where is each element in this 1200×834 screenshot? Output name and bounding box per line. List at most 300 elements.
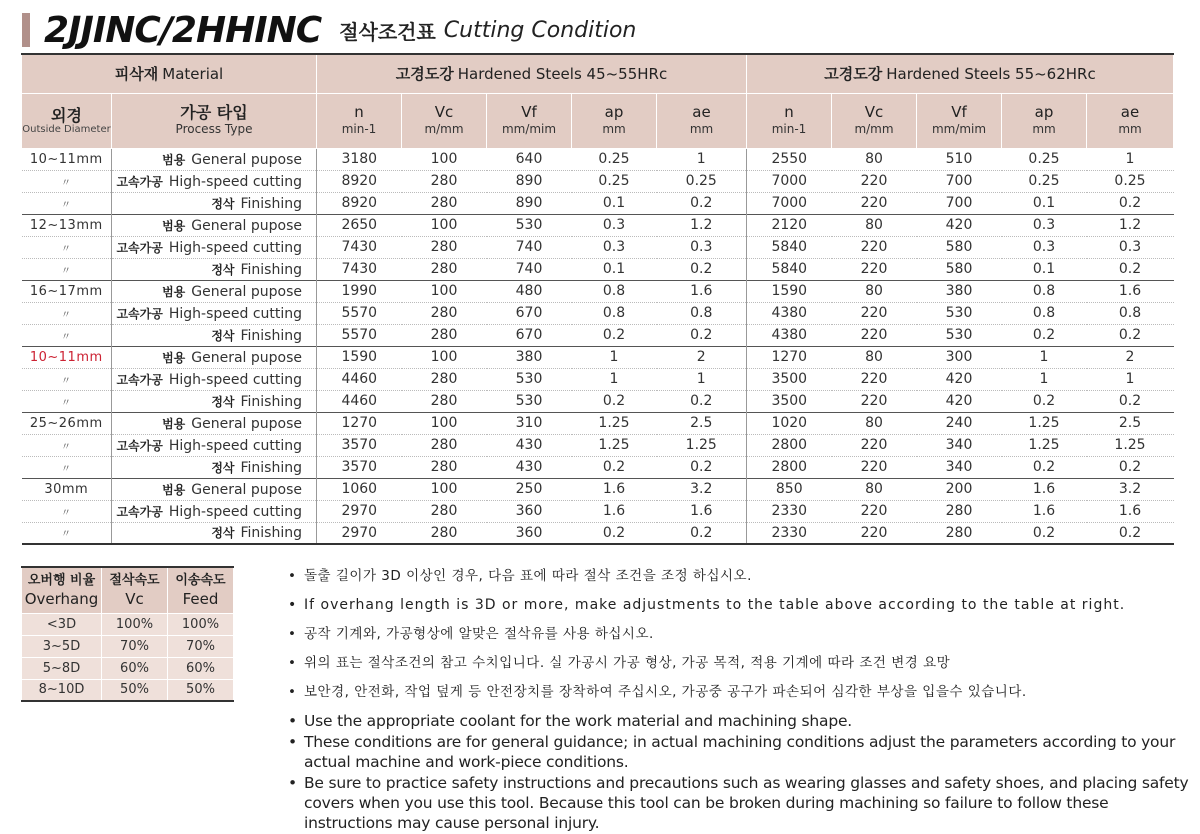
col-header-columns-2	[487, 93, 572, 148]
value-cell: 0.2	[1087, 456, 1174, 478]
value-cell: 530	[487, 390, 572, 412]
col-header-columns-4	[657, 93, 747, 148]
value-cell: 530	[487, 214, 572, 236]
value-cell: 1.6	[1002, 500, 1087, 522]
value-cell: 80	[832, 412, 917, 434]
col-header-columns2-2	[917, 93, 1002, 148]
table-row	[22, 236, 1174, 258]
overhang-cell: <3D	[22, 613, 102, 635]
col-name: ae	[692, 102, 711, 121]
process-type-english: High-speed cutting	[168, 173, 303, 190]
col-header-columns2-4	[1087, 93, 1174, 148]
value-cell: 740	[487, 258, 572, 280]
value-cell: 1.6	[657, 280, 747, 302]
process-type-english: Finishing	[240, 525, 303, 542]
value-cell: 220	[832, 368, 917, 390]
value-cell: 1	[657, 368, 747, 390]
value-cell: 850	[747, 478, 832, 500]
process-type-korean: 정삭	[211, 196, 235, 211]
value-cell: 3500	[747, 390, 832, 412]
overhang-cell: 3~5D	[22, 635, 102, 657]
value-cell: 1	[1002, 346, 1087, 368]
value-cell: 0.25	[1087, 170, 1174, 192]
value-cell: 890	[487, 170, 572, 192]
value-cell: 430	[487, 456, 572, 478]
group1-header: 고경도강 Hardened Steels 45~55HRc	[317, 54, 747, 93]
diameter-cell: 〃	[22, 368, 112, 390]
col-name: ap	[604, 102, 624, 121]
value-cell: 7430	[317, 258, 402, 280]
diameter-cell: 12~13mm	[22, 214, 112, 236]
diameter-cell: 〃	[22, 170, 112, 192]
value-cell: 0.2	[657, 192, 747, 214]
process-type-cell	[112, 522, 317, 544]
diameter-cell: 10~11mm	[22, 346, 112, 368]
value-cell: 220	[832, 236, 917, 258]
value-cell: 3500	[747, 368, 832, 390]
value-cell: 3570	[317, 456, 402, 478]
value-cell: 7430	[317, 236, 402, 258]
process-type-cell	[112, 500, 317, 522]
table-row	[22, 148, 1174, 170]
process-type-korean: 고속가공	[116, 306, 163, 321]
table-row	[22, 434, 1174, 456]
value-cell: 1270	[317, 412, 402, 434]
col-unit: mm	[602, 121, 626, 136]
value-cell: 1020	[747, 412, 832, 434]
value-cell: 5840	[747, 236, 832, 258]
value-cell: 0.8	[1002, 302, 1087, 324]
value-cell: 0.2	[1002, 390, 1087, 412]
col-header-columns-0	[317, 93, 402, 148]
note-item: • 보안경, 안전화, 작업 덮게 등 안전장치를 장착하여 주십시오, 가공중 공구가 파손되어 심각한 부상을 입을수 있습니다.	[284, 682, 1189, 702]
value-cell: 0.8	[572, 302, 657, 324]
note-item: • These conditions are for general guidance; in actual machining conditions adjust the parameters according to your actual machine and work-piece conditions.	[284, 732, 1189, 772]
value-cell: 280	[402, 434, 487, 456]
title-english: Cutting Condition	[443, 17, 637, 43]
overhang-row	[22, 613, 234, 635]
value-cell: 280	[402, 258, 487, 280]
value-cell: 1.25	[1002, 412, 1087, 434]
value-cell: 80	[832, 148, 917, 170]
page-title	[22, 8, 636, 52]
value-cell: 100	[402, 280, 487, 302]
value-cell: 420	[917, 214, 1002, 236]
value-cell: 2970	[317, 522, 402, 544]
value-cell: 280	[402, 368, 487, 390]
table-row	[22, 500, 1174, 522]
value-cell: 2	[1087, 346, 1174, 368]
value-cell: 0.2	[657, 324, 747, 346]
value-cell: 580	[917, 236, 1002, 258]
process-type-cell	[112, 456, 317, 478]
col-header-columns2-3	[1002, 93, 1087, 148]
value-cell: 240	[917, 412, 1002, 434]
value-cell: 8920	[317, 170, 402, 192]
value-cell: 80	[832, 214, 917, 236]
value-cell: 580	[917, 258, 1002, 280]
process-type-korean: 범용	[162, 482, 186, 497]
value-cell: 1.25	[572, 412, 657, 434]
value-cell: 100	[402, 346, 487, 368]
value-cell: 220	[832, 522, 917, 544]
process-type-cell	[112, 324, 317, 346]
value-cell: 420	[917, 390, 1002, 412]
process-type-korean: 고속가공	[116, 438, 163, 453]
value-cell: 0.2	[657, 390, 747, 412]
value-cell: 280	[402, 390, 487, 412]
value-cell: 5570	[317, 302, 402, 324]
value-cell: 670	[487, 302, 572, 324]
value-cell: 0.3	[1087, 236, 1174, 258]
value-cell: 360	[487, 522, 572, 544]
value-cell: 0.2	[1002, 522, 1087, 544]
value-cell: 0.1	[572, 192, 657, 214]
value-cell: 480	[487, 280, 572, 302]
overhang-cell: 100%	[102, 613, 168, 635]
value-cell: 0.3	[572, 236, 657, 258]
value-cell: 2800	[747, 456, 832, 478]
note-item: • 공작 기계와, 가공형상에 알맞은 절삭유를 사용 하십시오.	[284, 624, 1189, 644]
value-cell: 220	[832, 258, 917, 280]
process-type-cell	[112, 434, 317, 456]
col-unit: mm/mim	[501, 121, 557, 136]
value-cell: 5570	[317, 324, 402, 346]
col-header-columns2-0	[747, 93, 832, 148]
table-row	[22, 214, 1174, 236]
value-cell: 0.3	[1002, 214, 1087, 236]
process-type-english: Finishing	[240, 327, 303, 344]
process-type-cell	[112, 302, 317, 324]
group2-header: 고경도강 Hardened Steels 55~62HRc	[747, 54, 1174, 93]
overhang-cell: 70%	[102, 635, 168, 657]
value-cell: 0.3	[657, 236, 747, 258]
table-row	[22, 302, 1174, 324]
value-cell: 0.2	[657, 258, 747, 280]
value-cell: 640	[487, 148, 572, 170]
value-cell: 2120	[747, 214, 832, 236]
col-name: Vc	[864, 102, 884, 121]
value-cell: 4460	[317, 368, 402, 390]
process-type-korean: 범용	[162, 218, 186, 233]
value-cell: 380	[487, 346, 572, 368]
col-name: n	[784, 102, 794, 121]
process-type-cell	[112, 258, 317, 280]
process-type-english: High-speed cutting	[168, 503, 303, 520]
process-type-korean: 고속가공	[116, 240, 163, 255]
process-type-cell	[112, 148, 317, 170]
diameter-cell: 〃	[22, 434, 112, 456]
col-header-columns2-1	[832, 93, 917, 148]
diameter-header: 외경 Outside Diameter	[22, 93, 112, 148]
value-cell: 0.25	[657, 170, 747, 192]
overhang-cell: 50%	[102, 679, 168, 701]
value-cell: 0.1	[1002, 192, 1087, 214]
value-cell: 1	[1087, 368, 1174, 390]
value-cell: 890	[487, 192, 572, 214]
overhang-cell: 60%	[168, 657, 234, 679]
col-name: Vf	[521, 102, 537, 121]
diameter-cell: 〃	[22, 302, 112, 324]
col-name: Vc	[434, 102, 454, 121]
value-cell: 700	[917, 170, 1002, 192]
value-cell: 280	[917, 522, 1002, 544]
value-cell: 2.5	[1087, 412, 1174, 434]
value-cell: 220	[832, 456, 917, 478]
value-cell: 0.8	[572, 280, 657, 302]
value-cell: 1	[572, 346, 657, 368]
process-type-korean: 정삭	[211, 526, 235, 541]
value-cell: 4380	[747, 324, 832, 346]
value-cell: 1270	[747, 346, 832, 368]
process-type-cell	[112, 192, 317, 214]
process-type-korean: 고속가공	[116, 174, 163, 189]
value-cell: 0.3	[1002, 236, 1087, 258]
table-row	[22, 478, 1174, 500]
process-type-cell	[112, 236, 317, 258]
table-row	[22, 346, 1174, 368]
process-type-english: Finishing	[240, 459, 303, 476]
value-cell: 530	[917, 324, 1002, 346]
process-type-english: High-speed cutting	[168, 305, 303, 322]
overhang-row	[22, 679, 234, 701]
process-type-english: General pupose	[191, 283, 303, 300]
value-cell: 3570	[317, 434, 402, 456]
value-cell: 4460	[317, 390, 402, 412]
process-type-english: Finishing	[240, 393, 303, 410]
value-cell: 0.2	[1087, 192, 1174, 214]
value-cell: 2650	[317, 214, 402, 236]
process-type-cell	[112, 170, 317, 192]
diameter-cell: 〃	[22, 192, 112, 214]
value-cell: 250	[487, 478, 572, 500]
overhang-header: 오버행 비율 Overhang	[22, 567, 102, 613]
cutting-condition-table	[21, 53, 1174, 545]
title-accent-bar	[22, 13, 30, 47]
value-cell: 100	[402, 148, 487, 170]
col-unit: m/mm	[424, 121, 464, 136]
vc-header: 절삭속도 Vc	[102, 567, 168, 613]
value-cell: 80	[832, 478, 917, 500]
value-cell: 280	[402, 192, 487, 214]
value-cell: 1	[1002, 368, 1087, 390]
value-cell: 280	[402, 324, 487, 346]
value-cell: 4380	[747, 302, 832, 324]
value-cell: 8920	[317, 192, 402, 214]
value-cell: 340	[917, 434, 1002, 456]
process-type-korean: 범용	[162, 350, 186, 365]
table-row	[22, 170, 1174, 192]
value-cell: 740	[487, 236, 572, 258]
value-cell: 0.25	[572, 170, 657, 192]
table-row	[22, 258, 1174, 280]
col-header-columns-1	[402, 93, 487, 148]
value-cell: 380	[917, 280, 1002, 302]
value-cell: 0.25	[572, 148, 657, 170]
process-type-cell	[112, 368, 317, 390]
process-type-korean: 정삭	[211, 394, 235, 409]
value-cell: 1060	[317, 478, 402, 500]
table-row	[22, 412, 1174, 434]
col-name: n	[354, 102, 364, 121]
col-unit: mm	[689, 121, 714, 136]
value-cell: 1.2	[1087, 214, 1174, 236]
process-type-english: General pupose	[191, 151, 303, 168]
table-row	[22, 280, 1174, 302]
value-cell: 2	[657, 346, 747, 368]
title-main: 2JJINC/2HHINC	[44, 9, 322, 51]
value-cell: 220	[832, 170, 917, 192]
process-type-korean: 고속가공	[116, 372, 163, 387]
value-cell: 1.6	[572, 478, 657, 500]
title-korean: 절삭조건표	[339, 19, 436, 44]
value-cell: 1.2	[657, 214, 747, 236]
value-cell: 0.2	[572, 390, 657, 412]
diameter-cell: 〃	[22, 500, 112, 522]
value-cell: 2330	[747, 500, 832, 522]
col-unit: m/mm	[854, 121, 894, 136]
value-cell: 0.2	[572, 456, 657, 478]
value-cell: 530	[487, 368, 572, 390]
table-row	[22, 522, 1174, 544]
diameter-cell: 〃	[22, 258, 112, 280]
diameter-cell: 〃	[22, 390, 112, 412]
process-type-cell	[112, 412, 317, 434]
notes-list	[284, 566, 1189, 834]
process-type-english: General pupose	[191, 349, 303, 366]
value-cell: 530	[917, 302, 1002, 324]
value-cell: 2.5	[657, 412, 747, 434]
note-item: • Be sure to practice safety instructions and precautions such as wearing glasses and safety shoes, and placing safety covers when you use this tool. Because this tool can be broken during machining so failure to follow these instructions may cause personal injury.	[284, 773, 1189, 833]
value-cell: 420	[917, 368, 1002, 390]
value-cell: 0.2	[1087, 522, 1174, 544]
value-cell: 280	[402, 236, 487, 258]
value-cell: 80	[832, 280, 917, 302]
col-header-columns-3	[572, 93, 657, 148]
value-cell: 0.2	[572, 324, 657, 346]
value-cell: 0.8	[1087, 302, 1174, 324]
value-cell: 5840	[747, 258, 832, 280]
value-cell: 280	[402, 170, 487, 192]
value-cell: 100	[402, 214, 487, 236]
value-cell: 100	[402, 412, 487, 434]
col-unit: min-1	[341, 121, 377, 136]
value-cell: 0.8	[1002, 280, 1087, 302]
value-cell: 0.8	[657, 302, 747, 324]
diameter-cell: 〃	[22, 456, 112, 478]
process-type-korean: 정삭	[211, 262, 235, 277]
diameter-cell: 10~11mm	[22, 148, 112, 170]
col-unit: min-1	[771, 121, 807, 136]
overhang-cell: 50%	[168, 679, 234, 701]
process-type-cell	[112, 478, 317, 500]
value-cell: 220	[832, 324, 917, 346]
material-header: 피삭재 Material	[22, 54, 317, 93]
overhang-cell: 8~10D	[22, 679, 102, 701]
value-cell: 0.2	[1087, 390, 1174, 412]
process-type-english: General pupose	[191, 481, 303, 498]
value-cell: 7000	[747, 170, 832, 192]
table-row	[22, 456, 1174, 478]
overhang-row	[22, 657, 234, 679]
value-cell: 7000	[747, 192, 832, 214]
note-item: • If overhang length is 3D or more, make adjustments to the table above according to the table at right.	[284, 595, 1189, 615]
value-cell: 0.2	[657, 456, 747, 478]
value-cell: 220	[832, 500, 917, 522]
process-type-korean: 고속가공	[116, 504, 163, 519]
overhang-cell: 5~8D	[22, 657, 102, 679]
value-cell: 1590	[747, 280, 832, 302]
process-type-english: High-speed cutting	[168, 239, 303, 256]
value-cell: 220	[832, 434, 917, 456]
value-cell: 220	[832, 192, 917, 214]
value-cell: 280	[402, 522, 487, 544]
process-type-korean: 범용	[162, 284, 186, 299]
table-row	[22, 390, 1174, 412]
col-name: Vf	[951, 102, 967, 121]
value-cell: 3.2	[1087, 478, 1174, 500]
value-cell: 0.1	[572, 258, 657, 280]
overhang-cell: 60%	[102, 657, 168, 679]
value-cell: 280	[402, 456, 487, 478]
table-row	[22, 368, 1174, 390]
value-cell: 200	[917, 478, 1002, 500]
process-type-english: General pupose	[191, 217, 303, 234]
note-item: • 위의 표는 절삭조건의 참고 수치입니다. 실 가공시 가공 형상, 가공 목적, 적용 기계에 따라 조건 변경 요망	[284, 653, 1189, 673]
value-cell: 300	[917, 346, 1002, 368]
process-type-korean: 정삭	[211, 460, 235, 475]
value-cell: 340	[917, 456, 1002, 478]
overhang-cell: 70%	[168, 635, 234, 657]
value-cell: 0.2	[1002, 456, 1087, 478]
process-type-korean: 범용	[162, 152, 186, 167]
col-name: ae	[1120, 102, 1140, 121]
col-name: ap	[1034, 102, 1054, 121]
value-cell: 1.25	[572, 434, 657, 456]
process-type-cell	[112, 214, 317, 236]
value-cell: 1	[572, 368, 657, 390]
value-cell: 2330	[747, 522, 832, 544]
note-item: • Use the appropriate coolant for the work material and machining shape.	[284, 711, 1189, 731]
process-header: 가공 타입 Process Type	[112, 93, 317, 148]
value-cell: 1.6	[1087, 280, 1174, 302]
value-cell: 430	[487, 434, 572, 456]
value-cell: 670	[487, 324, 572, 346]
value-cell: 3180	[317, 148, 402, 170]
process-type-cell	[112, 346, 317, 368]
col-unit: mm	[1118, 121, 1142, 136]
value-cell: 280	[402, 302, 487, 324]
value-cell: 220	[832, 302, 917, 324]
process-type-english: High-speed cutting	[168, 437, 303, 454]
diameter-cell: 〃	[22, 324, 112, 346]
diameter-cell: 〃	[22, 236, 112, 258]
value-cell: 3.2	[657, 478, 747, 500]
value-cell: 0.2	[572, 522, 657, 544]
value-cell: 1990	[317, 280, 402, 302]
overhang-row	[22, 635, 234, 657]
value-cell: 1.25	[1087, 434, 1174, 456]
value-cell: 0.1	[1002, 258, 1087, 280]
value-cell: 700	[917, 192, 1002, 214]
process-type-korean: 범용	[162, 416, 186, 431]
value-cell: 1.25	[1002, 434, 1087, 456]
value-cell: 1	[657, 148, 747, 170]
value-cell: 1.6	[572, 500, 657, 522]
value-cell: 0.25	[1002, 148, 1087, 170]
process-type-english: Finishing	[240, 261, 303, 278]
value-cell: 0.2	[1087, 258, 1174, 280]
